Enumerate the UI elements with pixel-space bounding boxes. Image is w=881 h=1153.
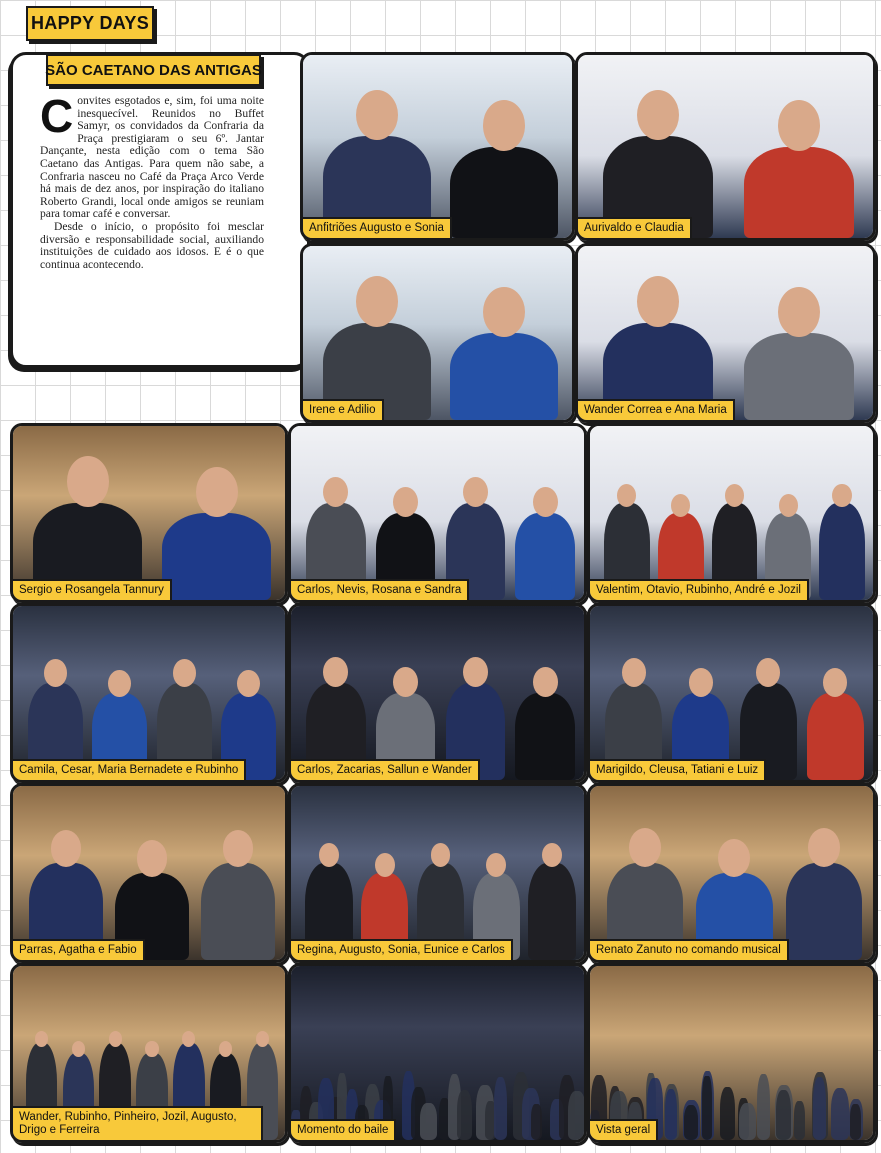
photo-scene: [590, 966, 873, 1140]
person-figure: [515, 693, 574, 780]
person-head: [533, 487, 558, 517]
photo-scene: [303, 246, 572, 420]
person-head: [725, 484, 744, 507]
photo-9: [288, 603, 587, 783]
drop-cap: C: [40, 90, 74, 142]
photo-caption: Valentim, Otavio, Rubinho, André e Jozil: [590, 579, 809, 600]
article-title-text: SÃO CAETANO DAS ANTIGAS: [45, 61, 262, 79]
person-head: [637, 90, 679, 140]
photo-caption: Carlos, Nevis, Rosana e Sandra: [291, 579, 469, 600]
photo-4: [575, 243, 876, 423]
article-paragraph-2: Desde o início, o propósito foi mesclar diversão e responsabilidade social, auxiliando instituições de cuidado aos idosos. E é o que continua acontecendo.: [40, 219, 264, 271]
photo-caption: Vista geral: [590, 1119, 658, 1140]
person-head: [778, 287, 820, 337]
person-figure: [450, 147, 558, 238]
photo-1: [300, 52, 575, 241]
photo-caption: Carlos, Zacarias, Sallun e Wander: [291, 759, 480, 780]
photo-scene: [13, 606, 285, 780]
photo-scene: [578, 246, 873, 420]
photo-scene: [578, 55, 873, 238]
crowd-figure: [531, 1104, 542, 1140]
person-head: [629, 828, 661, 866]
person-figure: [744, 147, 854, 238]
photo-scene: [590, 786, 873, 960]
photo-10: [587, 603, 876, 783]
person-head: [137, 840, 168, 877]
person-head: [756, 658, 780, 687]
photo-13: [587, 783, 876, 963]
crowd-figure: [720, 1087, 735, 1140]
photo-7: [587, 423, 876, 603]
photo-scene: [291, 786, 584, 960]
photo-caption: Momento do baile: [291, 1119, 396, 1140]
article-body: [40, 90, 264, 271]
photo-scene: [291, 606, 584, 780]
person-head: [832, 484, 851, 507]
person-head: [356, 276, 398, 326]
crowd-figure: [850, 1104, 861, 1140]
person-head: [533, 667, 558, 697]
photo-11: [10, 783, 288, 963]
person-figure: [201, 863, 274, 960]
crowd-figure: [494, 1077, 507, 1140]
photo-5: [10, 423, 288, 603]
crowd-figure: [568, 1091, 586, 1140]
article-paragraph-1: [40, 90, 264, 221]
crowd-figure: [702, 1076, 712, 1140]
person-head: [542, 843, 562, 867]
person-head: [622, 658, 646, 687]
photo-scene: [590, 606, 873, 780]
photo-6: [288, 423, 587, 603]
person-head: [256, 1031, 269, 1047]
photo-scene: [590, 426, 873, 600]
crowd-figure: [739, 1103, 756, 1140]
person-head: [463, 477, 488, 507]
person-head: [431, 843, 451, 867]
crowd-figure: [457, 1090, 472, 1140]
photo-16: [587, 963, 876, 1143]
person-head: [109, 1031, 122, 1047]
photo-caption: Wander, Rubinho, Pinheiro, Jozil, Augusto, Drigo e Ferreira: [13, 1106, 263, 1140]
photo-2: [575, 52, 876, 241]
crowd-figure: [420, 1103, 437, 1140]
person-figure: [807, 693, 864, 780]
person-head: [35, 1031, 48, 1047]
person-head: [483, 287, 525, 337]
person-head: [778, 100, 820, 150]
photo-caption: Sergio e Rosangela Tannury: [13, 579, 172, 600]
person-figure: [528, 863, 575, 960]
photo-3: [300, 243, 575, 423]
crowd-figure: [684, 1105, 698, 1140]
person-head: [323, 657, 348, 687]
section-tag: [26, 6, 154, 41]
person-head: [51, 830, 82, 867]
photo-caption: Parras, Agatha e Fabio: [13, 939, 145, 960]
person-figure: [819, 503, 865, 600]
photo-caption: Anfitriões Augusto e Sonia: [303, 217, 452, 238]
paragraph-1-text: onvites esgotados e, sim, foi uma noite inesquecível. Reunidos no Buffet Samyr, os convidados da Confraria da Praça prestigiaram o seu 6º. Jantar Dançante, nesta edição com o tema São Caetano das Antigas. Para quem não sabe, a Confraria nasceu no Café da Praça Arco Verde há mais de dez anos, por inspiração do italiano Roberto Grandi, local onde amigos se reuniam para tomar café e conversar.: [40, 94, 264, 221]
person-head: [808, 828, 840, 866]
person-figure: [515, 513, 574, 600]
person-figure: [786, 863, 862, 960]
person-head: [44, 659, 67, 687]
person-head: [463, 657, 488, 687]
person-head: [483, 100, 525, 150]
person-head: [718, 839, 750, 877]
photo-scene: [291, 426, 584, 600]
person-head: [689, 668, 713, 697]
photo-caption: Marigildo, Cleusa, Tatiani e Luiz: [590, 759, 766, 780]
article-title: [46, 54, 261, 86]
photo-8: [10, 603, 288, 783]
section-label: HAPPY DAYS: [30, 13, 150, 33]
person-head: [637, 276, 679, 326]
photo-caption: Wander Correa e Ana Maria: [578, 399, 735, 420]
person-head: [375, 853, 395, 877]
photo-caption: Renato Zanuto no comando musical: [590, 939, 789, 960]
photo-caption: Camila, Cesar, Maria Bernadete e Rubinho: [13, 759, 246, 780]
photo-caption: Aurivaldo e Claudia: [578, 217, 692, 238]
crowd-figure: [794, 1101, 805, 1140]
photo-caption: Irene e Adilio: [303, 399, 384, 420]
person-head: [196, 467, 238, 517]
person-head: [323, 477, 348, 507]
person-head: [356, 90, 398, 140]
crowd-figure: [776, 1090, 791, 1140]
person-figure: [744, 333, 854, 420]
photo-scene: [303, 55, 572, 238]
photo-scene: [13, 786, 285, 960]
crowd-figure: [757, 1074, 770, 1140]
photo-14: [10, 963, 288, 1143]
person-head: [319, 843, 339, 867]
person-head: [223, 830, 254, 867]
photo-scene: [13, 426, 285, 600]
photo-caption: Regina, Augusto, Sonia, Eunice e Carlos: [291, 939, 513, 960]
photo-scene: [291, 966, 584, 1140]
person-head: [779, 494, 798, 517]
person-head: [145, 1041, 158, 1057]
person-figure: [450, 333, 558, 420]
person-figure: [162, 513, 272, 600]
crowd-figure: [665, 1089, 677, 1140]
person-head: [72, 1041, 85, 1057]
person-head: [67, 456, 109, 506]
crowd-figure: [831, 1088, 849, 1140]
person-head: [173, 659, 196, 687]
photo-15: [288, 963, 587, 1143]
crowd-figure: [813, 1077, 826, 1140]
photo-12: [288, 783, 587, 963]
